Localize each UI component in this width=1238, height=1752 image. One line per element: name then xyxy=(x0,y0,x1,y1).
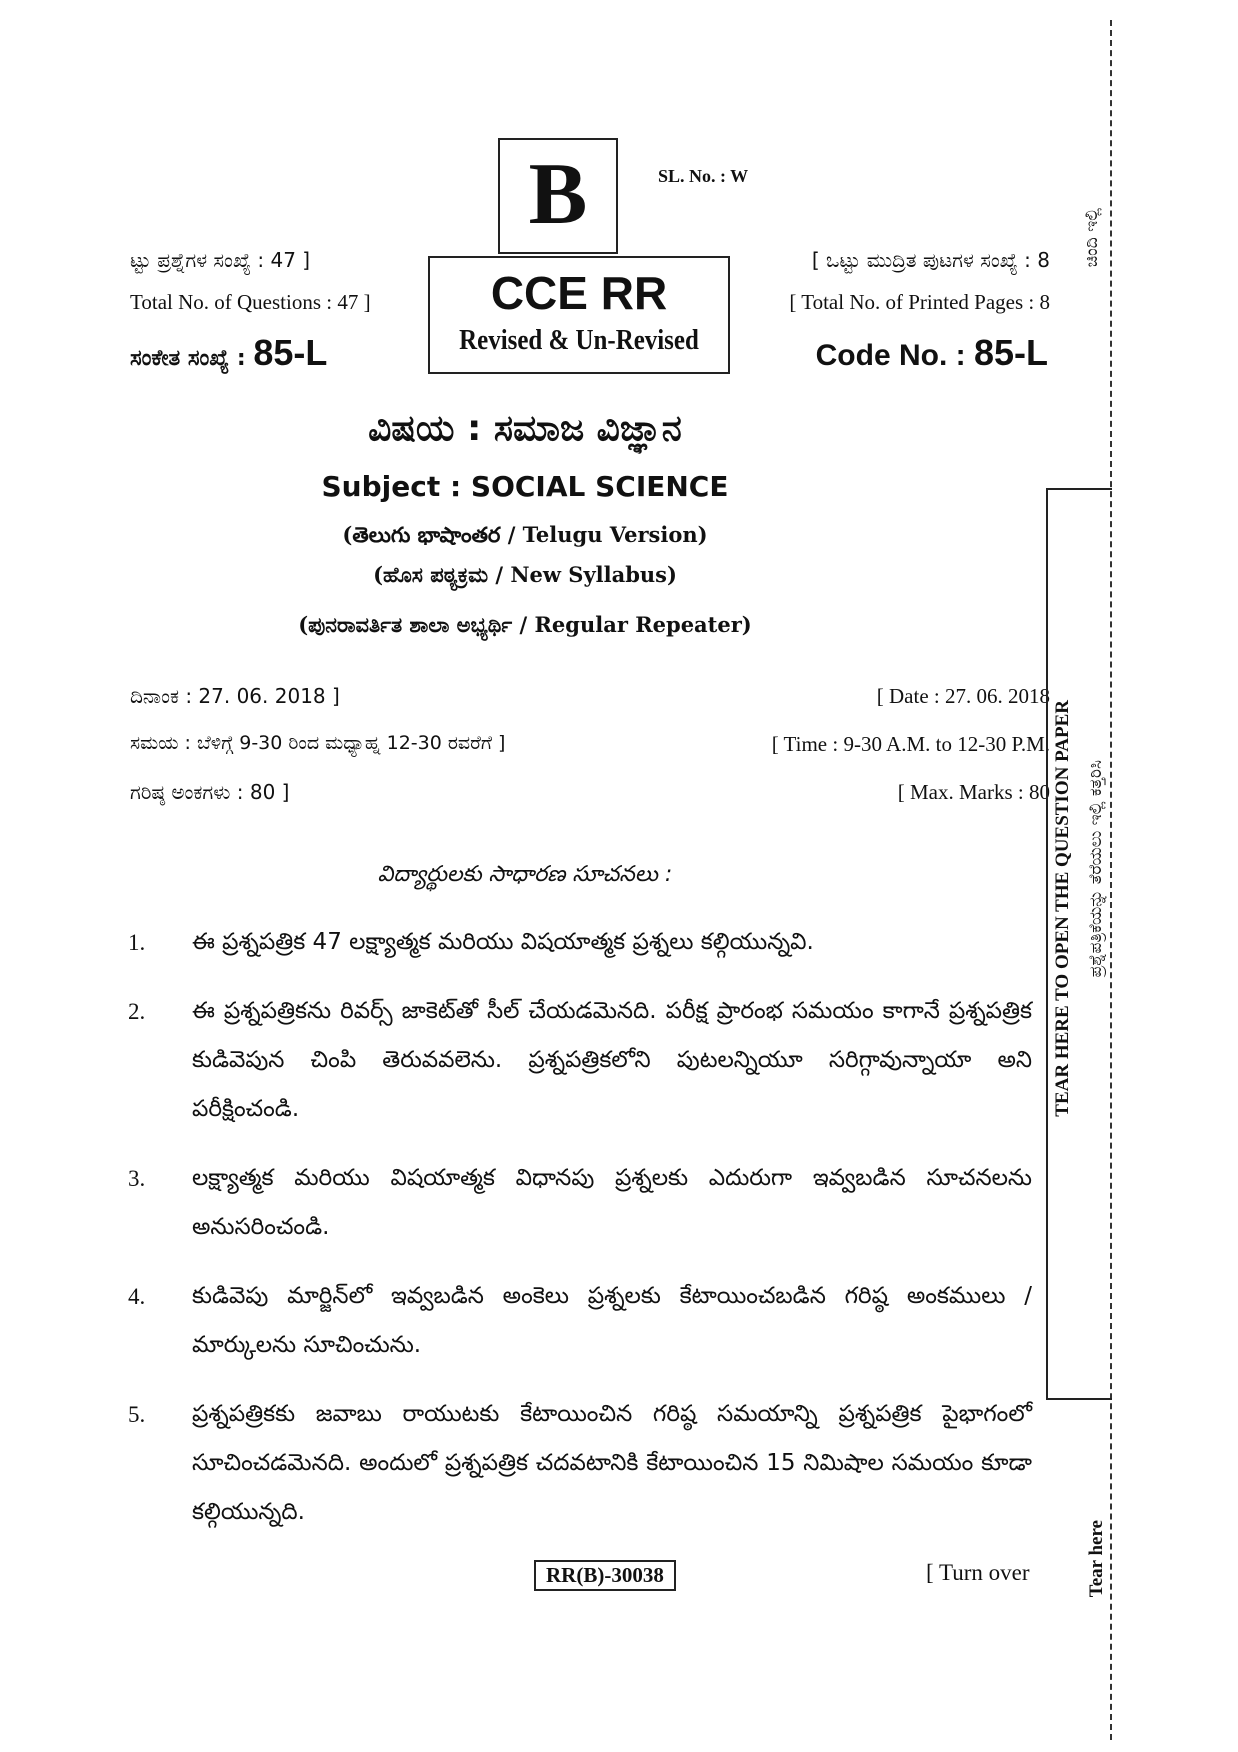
instruction-text: కుడివెపు మార్జిన్‌లో ఇవ్వబడిన అంకెలు ప్రశ్నలకు కేటాయించబడిన గరిష్ఠ అంకములు / మార్కులను సూచించును. xyxy=(192,1283,1032,1358)
instructions-title: విద్యార్థులకు సాధారణ సూచనలు : xyxy=(377,862,673,887)
instruction-item xyxy=(128,918,1032,967)
date-english: [ Date : 27. 06. 2018 xyxy=(876,684,1050,708)
instruction-text: ఈ ప్రశ్నపత్రికను రివర్స్ జాకెట్‌తో సీల్ చేయడమెనది. పరీక్ష ప్రారంభ సమయం కాగానే ప్రశ్నపత్రిక కుడివెపున చింపి తెరువవలెను. ప్రశ్నపత్రికలోని పుటలన్నియూ సరిగ్గావున్నాయా అని పరీక్షించండి. xyxy=(192,998,1032,1122)
paper-reference-code: RR(B)-30038 xyxy=(534,1560,676,1591)
total-questions-english: Total No. of Questions : 47 ] xyxy=(130,290,371,314)
total-questions-kannada: ಟ್ಟು ಪ್ರಶ್ನೆಗಳ ಸಂಖ್ಯೆ : 47 ] xyxy=(130,248,311,272)
code-kn-value: 85-L xyxy=(253,332,328,373)
version-letter-box: B xyxy=(498,138,618,254)
cce-subtitle: Revised & Un-Revised xyxy=(459,324,699,356)
code-number-kannada xyxy=(130,332,327,374)
instruction-item xyxy=(128,1272,1032,1370)
subject-kannada: ವಿಷಯ : ಸಮಾಜ ವಿಜ್ಞಾನ xyxy=(368,408,682,449)
code-en-label: Code No. : xyxy=(815,339,966,372)
code-kn-label: ಸಂಕೇತ ಸಂಖ್ಯೆ : xyxy=(130,346,246,371)
time-kannada: ಸಮಯ : ಬೆಳಿಗ್ಗೆ 9-30 ರಿಂದ ಮಧ್ಯಾಹ್ನ 12-30 ರವರೆಗೆ ] xyxy=(130,732,506,754)
instruction-number: 2. xyxy=(128,999,146,1024)
subject-english: Subject : SOCIAL SCIENCE xyxy=(321,470,729,503)
code-number-english xyxy=(816,332,1048,374)
serial-number: SL. No. : W xyxy=(658,166,749,186)
code-en-value: 85-L xyxy=(973,332,1048,373)
tear-instruction-kannada: ಪ್ರಶ್ನೆಪತ್ರಿಕೆಯನ್ನು ತೆರೆಯಲು ಇಲ್ಲಿ ಕತ್ತರಿಸಿ xyxy=(1086,760,1106,978)
tear-instruction-english: TEAR HERE TO OPEN THE QUESTION PAPER xyxy=(1052,700,1073,1117)
instruction-number: 3. xyxy=(128,1166,146,1191)
date-kannada: ದಿನಾಂಕ : 27. 06. 2018 ] xyxy=(130,684,340,708)
instruction-number: 4. xyxy=(128,1284,146,1309)
instruction-text: లక్ష్యాత్మక మరియు విషయాత్మక విధానపు ప్రశ్నలకు ఎదురుగా ఇవ్వబడిన సూచనలను అనుసరించండి. xyxy=(192,1165,1032,1240)
cce-rr-box xyxy=(428,256,730,374)
instruction-number: 1. xyxy=(128,930,146,955)
total-pages-english: [ Total No. of Printed Pages : 8 xyxy=(789,290,1050,314)
candidate-type: (ಪುನರಾವರ್ತಿತ ಶಾಲಾ ಅಭ್ಯರ್ಥಿ / Regular Repeater) xyxy=(298,612,752,637)
instruction-text: ప్రశ్నపత్రికకు జవాబు రాయుటకు కేటాయించిన గరిష్ఠ సమయాన్ని ప్రశ్నపత్రిక పైభాగంలో సూచించడమెనది. అందులో ప్రశ్నపత్రిక చదవటానికి కేటాయించిన 15 నిమిషాల సమయం కూడా కల్గియున్నది. xyxy=(192,1401,1032,1525)
total-pages-kannada: [ ಒಟ್ಟು ಮುದ್ರಿತ ಪುಟಗಳ ಸಂಖ್ಯೆ : 8 xyxy=(811,248,1050,272)
instruction-item xyxy=(128,1154,1032,1252)
syllabus: (ಹೊಸ ಪಠ್ಯಕ್ರಮ / New Syllabus) xyxy=(373,562,677,587)
instruction-text: ఈ ప్రశ్నపత్రిక 47 లక్ష్యాత్మక మరియు విషయాత్మక ప్రశ్నలు కల్గియున్నవి. xyxy=(192,929,814,955)
cce-title: CCE RR xyxy=(490,267,668,319)
instruction-item xyxy=(128,1390,1032,1537)
instruction-number: 5. xyxy=(128,1402,146,1427)
max-marks-kannada: ಗರಿಷ್ಠ ಅಂಕಗಳು : 80 ] xyxy=(130,780,290,804)
instruction-item xyxy=(128,987,1032,1134)
turn-over-note: [ Turn over xyxy=(926,1560,1030,1585)
time-english: [ Time : 9-30 A.M. to 12-30 P.M. xyxy=(771,732,1050,756)
tear-top-kannada-label: ಚಿಂದಿ ಇಲ್ಲಿ xyxy=(1082,208,1102,268)
language-version: (తెలుగు భాషాంతర / Telugu Version) xyxy=(342,522,708,547)
instructions-list xyxy=(128,918,1032,1557)
tear-here-label: Tear here xyxy=(1086,1520,1107,1598)
max-marks-english: [ Max. Marks : 80 xyxy=(897,780,1050,804)
